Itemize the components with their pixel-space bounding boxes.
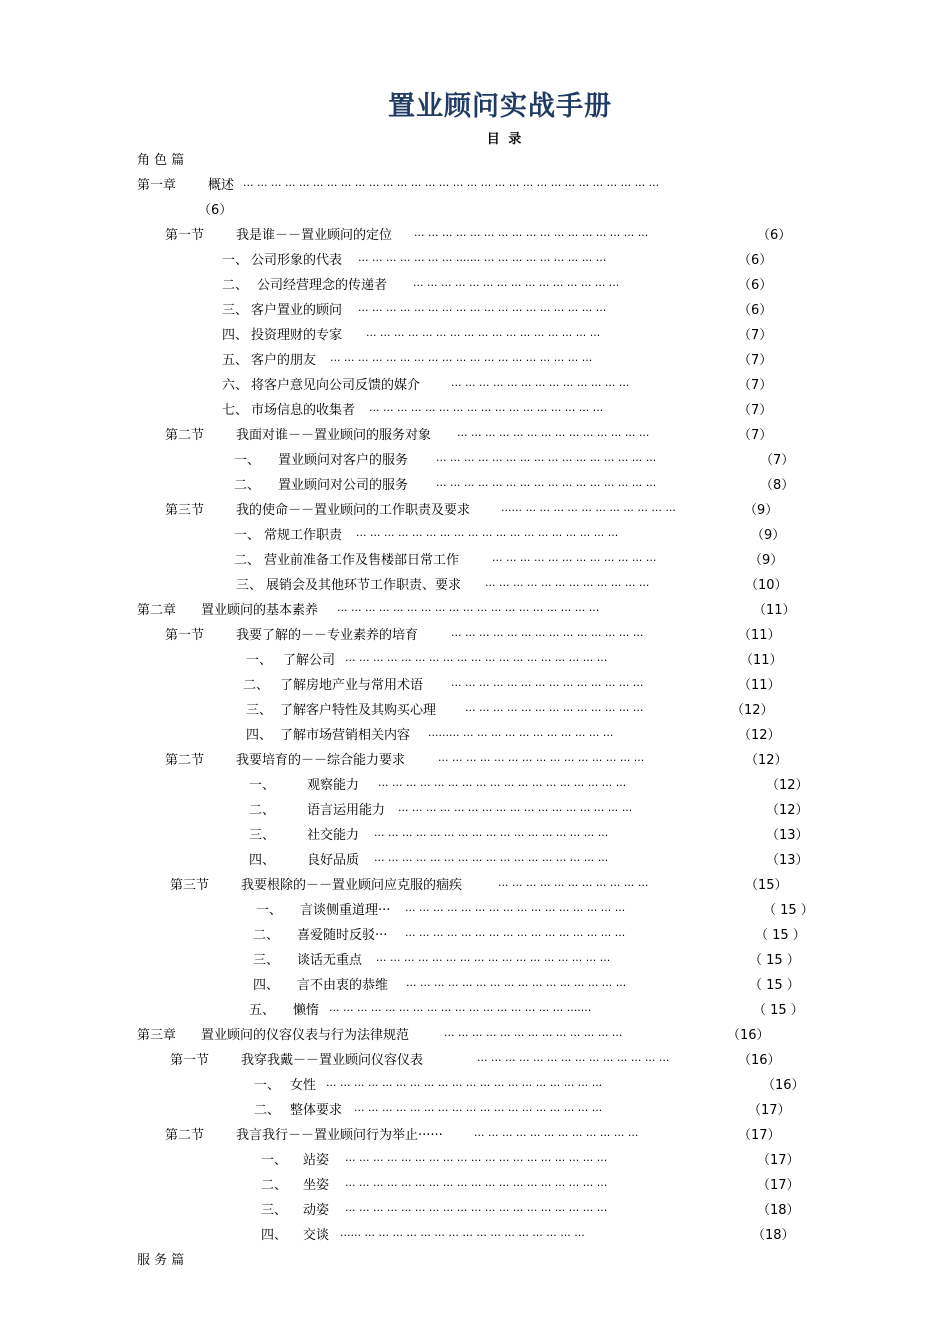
toc-entry xyxy=(0,150,950,172)
toc-dot-leader: ··· ··· ··· ··· ··· ··· ··· ··· ··· ··· ··· ··· ··· ··· ··· ··· ··· ··· xyxy=(358,304,607,317)
toc-dot-leader: ··· ··· ··· ··· ··· ··· ··· ··· ··· ··· ··· ··· ··· ··· ··· ··· xyxy=(436,479,657,492)
toc-entry-number: 一、 xyxy=(261,1153,288,1168)
toc-entry-number: 二、 xyxy=(253,928,280,943)
toc-page-number: （ 15 ） xyxy=(749,978,800,993)
toc-entry xyxy=(0,750,950,772)
toc-entry xyxy=(0,900,950,922)
toc-entry xyxy=(0,625,950,647)
toc-page-number: （11） xyxy=(738,678,781,693)
toc-dot-leader: ··· ··· ··· ··· ··· ··· ··· ··· ··· ··· ··· ··· ··· ··· ··· ··· ··· xyxy=(398,804,633,817)
toc-page-number: （6） xyxy=(738,253,773,268)
toc-entry-title: 客户的朋友 xyxy=(251,353,317,368)
toc-dot-leader: ··· ··· ··· ··· ··· ··· ··· ··· ··· ··· ··· ··· ··· ··· ··· ··· ··· ··· xyxy=(354,1104,603,1117)
toc-entry-title: 营业前准备工作及售楼部日常工作 xyxy=(264,553,460,568)
toc-entry-number: 二、 xyxy=(234,478,261,493)
toc-entry-number: 第一章 xyxy=(137,178,177,193)
toc-entry xyxy=(0,825,950,847)
toc-entry xyxy=(0,225,950,247)
toc-dot-leader: ··· ··· ··· ··· ··· ··· ··· ··· ··· ··· ··· ··· ··· ··· ··· ··· xyxy=(405,904,626,917)
toc-entry-number: 第一节 xyxy=(165,628,205,643)
toc-entry-title: 我穿我戴－－置业顾问仪容仪表 xyxy=(241,1053,424,1068)
toc-entry xyxy=(0,550,950,572)
toc-entry xyxy=(0,300,950,322)
toc-entry xyxy=(0,950,950,972)
toc-entry xyxy=(0,1100,950,1122)
toc-entry-title: 我的使命－－置业顾问的工作职责及要求 xyxy=(236,503,471,518)
toc-page-number: （10） xyxy=(745,578,788,593)
toc-entry xyxy=(0,675,950,697)
toc-page-number: （16） xyxy=(738,1053,781,1068)
toc-dot-leader: ··· ··· ··· ··· ··· ··· ··· ··· ··· ··· ··· ··· ··· ··· ··· ··· ··· ··· ··· ··· xyxy=(326,1079,603,1092)
toc-entry-title: 置业顾问的基本素养 xyxy=(201,603,319,618)
toc-entry-number: 六、 xyxy=(222,378,249,393)
toc-page-number: （17） xyxy=(757,1153,800,1168)
toc-page-number: （6） xyxy=(198,203,233,218)
toc-page-number: （7） xyxy=(738,378,773,393)
toc-dot-leader: ··· ··· ··· ··· ··· ··· ··· ··· ··· ··· ··· ··· ··· ··· ··· ··· ··· xyxy=(369,404,604,417)
toc-entry xyxy=(0,200,950,222)
toc-page-number: （6） xyxy=(738,278,773,293)
toc-entry-title: 站姿 xyxy=(303,1153,330,1168)
toc-page-number: （13） xyxy=(766,828,809,843)
toc-entry-title: 市场信息的收集者 xyxy=(251,403,356,418)
toc-dot-leader: ······ ··· ··· ··· ··· ··· ··· ··· ··· ··· ··· ··· ··· ··· ··· ··· ··· xyxy=(340,1229,585,1242)
toc-entry-number: 第二章 xyxy=(137,603,177,618)
toc-entry-number: 三、 xyxy=(253,953,280,968)
toc-entry-number: 三、 xyxy=(249,828,276,843)
toc-dot-leader: ··· ··· ··· ··· ··· ··· ··· ··· ··· ··· ··· ··· ··· xyxy=(451,379,630,392)
toc-entry-title: 置业顾问对客户的服务 xyxy=(278,453,409,468)
toc-page-number: （12） xyxy=(766,803,809,818)
toc-dot-leader: ··· ··· ··· ··· ··· ··· ··· ··· ··· ··· ··· ··· ··· ··· xyxy=(451,679,644,692)
toc-entry-number: 三、 xyxy=(236,578,263,593)
toc-entry-title: 了解房地产业与常用术语 xyxy=(280,678,424,693)
toc-entry xyxy=(0,875,950,897)
toc-entry xyxy=(0,375,950,397)
toc-entry xyxy=(0,700,950,722)
toc-entry-number: 第二节 xyxy=(165,1128,205,1143)
toc-entry-number: 一、 xyxy=(234,528,261,543)
toc-entry-number: 二、 xyxy=(249,803,276,818)
toc-entry xyxy=(0,925,950,947)
toc-entry xyxy=(0,500,950,522)
toc-entry-number: 服 务 篇 xyxy=(137,1253,185,1268)
toc-dot-leader: ··· ··· ··· ··· ··· ··· ··· ··· ··· ··· ··· ··· ··· ··· ··· ··· ··· ··· ··· xyxy=(356,529,619,542)
toc-page-number: （ 15 ） xyxy=(763,903,814,918)
toc-page-number: （18） xyxy=(752,1228,795,1243)
toc-entry-title: 概述 xyxy=(208,178,235,193)
toc-page-number: （9） xyxy=(749,553,784,568)
toc-entry-number: 一、 xyxy=(246,653,273,668)
toc-entry-title: 我要了解的－－专业素养的培育 xyxy=(236,628,419,643)
toc-page-number: （7） xyxy=(738,403,773,418)
toc-dot-leader: ··· ··· ··· ··· ··· ··· ··· ··· ··· ··· ··· ··· ··· ··· ··· ··· ··· ··· ··· xyxy=(345,1179,608,1192)
toc-entry-number: 一、 xyxy=(254,1078,281,1093)
toc-page-number: （15） xyxy=(745,878,788,893)
toc-dot-leader: ··· ··· ··· ··· ··· ··· ··· ··· ··· ··· ··· ··· ··· xyxy=(444,1029,623,1042)
toc-entry-title: 置业顾问的仪容仪表与行为法律规范 xyxy=(201,1028,410,1043)
toc-dot-leader: ··· ··· ··· ··· ··· ··· ··· ··· ··· ··· ··· xyxy=(498,879,649,892)
toc-page-number: （12） xyxy=(731,703,774,718)
toc-entry xyxy=(0,1250,950,1272)
toc-page-number: （7） xyxy=(738,428,773,443)
toc-dot-leader: ··· ··· ··· ··· ··· ··· ··· ··· ··· ··· ··· ··· ··· ··· ··· ··· ··· ··· ··· xyxy=(345,1154,608,1167)
toc-entry xyxy=(0,850,950,872)
toc-entry-title: 社交能力 xyxy=(307,828,360,843)
toc-entry-number: 一、 xyxy=(222,253,249,268)
toc-dot-leader: ··· ··· ··· ··· ··· ··· ··· ··· ··· ··· ··· ··· ··· ··· ··· xyxy=(438,754,645,767)
toc-page-number: （17） xyxy=(757,1178,800,1193)
toc-dot-leader: ··· ··· ··· ··· ··· ··· ··· ··· ··· ··· ··· ··· ··· ··· ··· ··· ··· ··· xyxy=(378,779,627,792)
toc-entry xyxy=(0,575,950,597)
toc-page-number: （6） xyxy=(738,303,773,318)
toc-entry-number: 第一节 xyxy=(165,228,205,243)
toc-heading: 目 录 xyxy=(486,132,524,147)
toc-dot-leader: ··· ··· ··· ··· ··· ··· ··· ··· ··· ··· ··· ··· ··· ··· ··· ··· ··· xyxy=(374,829,609,842)
toc-entry-title: 我是谁－－置业顾问的定位 xyxy=(236,228,393,243)
toc-entry-title: 投资理财的专家 xyxy=(251,328,343,343)
toc-page-number: （12） xyxy=(738,728,781,743)
toc-dot-leader: ··· ··· ··· ··· ··· ··· ··· ··· ··· ··· ··· ··· ··· ··· ··· ··· xyxy=(406,979,627,992)
toc-page-number: （16） xyxy=(727,1028,770,1043)
toc-entry xyxy=(0,450,950,472)
toc-entry-title: 了解客户特性及其购买心理 xyxy=(280,703,437,718)
toc-entry-title: 我要培育的－－综合能力要求 xyxy=(236,753,406,768)
toc-page-number: （ 15 ） xyxy=(755,928,806,943)
toc-entry xyxy=(0,1225,950,1247)
toc-entry-title: 谈话无重点 xyxy=(297,953,363,968)
toc-entry-title: 良好品质 xyxy=(307,853,360,868)
toc-dot-leader: ··· ··· ··· ··· ··· ··· ··· ··· ··· ··· ··· ··· ··· xyxy=(465,704,644,717)
toc-dot-leader: ··· ··· ··· ··· ··· ··· ··· ··· ··· ··· ··· ··· ··· ··· ··· ··· ··· ··· ··· ··· ··· ··· ··· ··· ··· ··· ··· ··· ··· ··· xyxy=(243,179,660,192)
toc-entry-number: 七、 xyxy=(222,403,249,418)
toc-page-number: （18） xyxy=(757,1203,800,1218)
toc-dot-leader: ··· ··· ··· ··· ··· ··· ··· ··· ··· ··· ··· ··· ··· ··· ··· ··· ··· xyxy=(366,329,601,342)
toc-dot-leader: ········· ··· ··· ··· ··· ··· ··· ··· ··· ··· ··· ··· xyxy=(428,729,614,742)
toc-dot-leader: ··· ··· ··· ··· ··· ··· ··· ··· ··· ··· ··· ··· ··· ··· ··· ··· ··· xyxy=(376,954,611,967)
toc-entry-title: 交谈 xyxy=(303,1228,330,1243)
toc-dot-leader: ··· ··· ··· ··· ··· ··· ··· ··· ··· ··· ··· ··· ··· ··· ··· ··· ··· ··· ··· xyxy=(337,604,600,617)
toc-entry-title: 常规工作职责 xyxy=(264,528,343,543)
toc-entry-number: 一、 xyxy=(249,778,276,793)
toc-entry-title: 坐姿 xyxy=(303,1178,330,1193)
toc-page-number: （16） xyxy=(762,1078,805,1093)
toc-page-number: （6） xyxy=(757,228,792,243)
toc-entry-number: 第三节 xyxy=(165,503,205,518)
toc-page-number: （8） xyxy=(760,478,795,493)
toc-entry-number: 五、 xyxy=(222,353,249,368)
toc-dot-leader: ··· ··· ··· ··· ··· ··· ··· ··· ··· ··· ··· ··· ··· ··· ··· ··· ··· ······· xyxy=(329,1004,592,1017)
toc-entry-title: 女性 xyxy=(290,1078,317,1093)
toc-page-number: （11） xyxy=(740,653,783,668)
toc-entry-title: 言谈侧重道理··· xyxy=(300,903,391,918)
toc-page-number: （7） xyxy=(738,353,773,368)
toc-entry xyxy=(0,725,950,747)
toc-entry-number: 一、 xyxy=(256,903,283,918)
toc-entry-title: 公司形象的代表 xyxy=(251,253,343,268)
toc-entry xyxy=(0,250,950,272)
toc-entry xyxy=(0,425,950,447)
toc-entry-title: 动姿 xyxy=(303,1203,330,1218)
toc-entry-number: 一、 xyxy=(234,453,261,468)
toc-entry xyxy=(0,1150,950,1172)
toc-entry xyxy=(0,775,950,797)
toc-dot-leader: ··· ··· ··· ··· ··· ··· ··· ··· ··· ··· ··· ··· ··· ··· xyxy=(477,1054,670,1067)
toc-entry xyxy=(0,1200,950,1222)
toc-entry-title: 我言我行－－置业顾问行为举止······ xyxy=(236,1128,443,1143)
toc-page-number: （13） xyxy=(766,853,809,868)
toc-entry xyxy=(0,1025,950,1047)
toc-entry-number: 三、 xyxy=(222,303,249,318)
toc-entry-title: 将客户意见向公司反馈的媒介 xyxy=(251,378,421,393)
toc-dot-leader: ··· ··· ··· ··· ··· ··· ··· ··· ··· ··· ··· ··· ··· ··· xyxy=(451,629,644,642)
toc-dot-leader: ··· ··· ··· ··· ··· ··· ··· ··· ··· ··· ··· ··· xyxy=(474,1129,639,1142)
toc-entry xyxy=(0,1075,950,1097)
toc-entry-number: 二、 xyxy=(234,553,261,568)
toc-entry-title: 置业顾问对公司的服务 xyxy=(278,478,409,493)
toc-entry xyxy=(0,1175,950,1197)
toc-entry-number: 四、 xyxy=(222,328,249,343)
toc-entry-number: 四、 xyxy=(253,978,280,993)
toc-entry-title: 观察能力 xyxy=(307,778,360,793)
toc-entry xyxy=(0,175,950,197)
document-title: 置业顾问实战手册 xyxy=(388,91,612,122)
toc-dot-leader: ··· ··· ··· ··· ··· ··· ··· ··· ··· ··· ··· ··· ··· ··· ··· ··· ··· xyxy=(414,229,649,242)
toc-entry-title: 言不由衷的恭维 xyxy=(297,978,389,993)
toc-page-number: （9） xyxy=(744,503,779,518)
toc-entry xyxy=(0,325,950,347)
toc-page-number: （ 15 ） xyxy=(753,1003,804,1018)
toc-entry-title: 公司经营理念的传递者 xyxy=(257,278,388,293)
toc-page-number: （17） xyxy=(748,1103,791,1118)
toc-page-number: （12） xyxy=(745,753,788,768)
toc-entry-number: 四、 xyxy=(246,728,273,743)
toc-entry xyxy=(0,1050,950,1072)
toc-entry xyxy=(0,1125,950,1147)
toc-entry-number: 二、 xyxy=(222,278,249,293)
toc-page-number: （12） xyxy=(766,778,809,793)
toc-entry-title: 语言运用能力 xyxy=(307,803,386,818)
toc-page-number: （11） xyxy=(738,628,781,643)
toc-entry-number: 第二节 xyxy=(165,753,205,768)
toc-dot-leader: ··· ··· ··· ··· ··· ··· ··· ··· ··· ··· ··· ··· ··· ··· ··· ··· ··· xyxy=(374,854,609,867)
toc-dot-leader: ··· ··· ··· ··· ··· ··· ··· ··· ··· ··· ··· ··· xyxy=(492,554,657,567)
toc-entry-title: 喜爱随时反驳··· xyxy=(297,928,388,943)
toc-dot-leader: ··· ··· ··· ··· ··· ··· ··· ··· ··· ··· ··· ··· ··· ··· ··· ··· xyxy=(405,929,626,942)
toc-page-number: （9） xyxy=(751,528,786,543)
toc-entry-number: 四、 xyxy=(261,1228,288,1243)
toc-entry xyxy=(0,1000,950,1022)
toc-entry xyxy=(0,600,950,622)
toc-entry-number: 五、 xyxy=(249,1003,276,1018)
toc-entry xyxy=(0,975,950,997)
toc-entry xyxy=(0,525,950,547)
toc-entry-title: 我要根除的－－置业顾问应克服的痼疾 xyxy=(241,878,463,893)
toc-page-number: （7） xyxy=(760,453,795,468)
toc-page-number: （7） xyxy=(738,328,773,343)
toc-entry xyxy=(0,350,950,372)
toc-entry-number: 第二节 xyxy=(165,428,205,443)
toc-entry-number: 二、 xyxy=(243,678,270,693)
toc-entry-number: 第一节 xyxy=(170,1053,210,1068)
toc-dot-leader: ··· ··· ··· ··· ··· ··· ··· ··· ··· ··· ··· ··· xyxy=(485,579,650,592)
toc-entry-number: 三、 xyxy=(246,703,273,718)
toc-page-number: （17） xyxy=(738,1128,781,1143)
toc-dot-leader: ··· ··· ··· ··· ··· ··· ··· ··· ··· ··· ··· ··· ··· ··· ··· ··· ··· ··· ··· xyxy=(345,654,608,667)
toc-entry-title: 整体要求 xyxy=(290,1103,343,1118)
toc-entry-title: 我面对谁－－置业顾问的服务对象 xyxy=(236,428,432,443)
toc-dot-leader: ··· ··· ··· ··· ··· ··· ··· ··· ··· ··· ··· ··· ··· ··· ··· ··· xyxy=(436,454,657,467)
toc-entry-number: 角 色 篇 xyxy=(137,153,185,168)
toc-entry-title: 展销会及其他环节工作职责、要求 xyxy=(266,578,462,593)
toc-dot-leader: ··· ··· ··· ··· ··· ··· ··· ··· ··· ··· ··· ··· ··· ··· ··· xyxy=(413,279,620,292)
toc-dot-leader: ······ ··· ··· ··· ··· ··· ··· ··· ··· ··· ··· ··· xyxy=(501,504,676,517)
toc-entry xyxy=(0,275,950,297)
toc-entry-title: 客户置业的顾问 xyxy=(251,303,343,318)
toc-entry-title: 懒惰 xyxy=(293,1003,320,1018)
toc-entry-title: 了解市场营销相关内容 xyxy=(280,728,411,743)
toc-entry xyxy=(0,400,950,422)
toc-entry-number: 第三节 xyxy=(170,878,210,893)
toc-entry xyxy=(0,650,950,672)
toc-dot-leader: ··· ··· ··· ··· ··· ··· ··· ··· ··· ··· ··· ··· ··· ··· xyxy=(457,429,650,442)
toc-entry-number: 二、 xyxy=(254,1103,281,1118)
toc-entry-number: 四、 xyxy=(249,853,276,868)
toc-entry-number: 第三章 xyxy=(137,1028,177,1043)
toc-entry-number: 三、 xyxy=(261,1203,288,1218)
toc-entry xyxy=(0,800,950,822)
toc-dot-leader: ··· ··· ··· ··· ··· ··· ··· ··· ··· ··· ··· ··· ··· ··· ··· ··· ··· ··· ··· xyxy=(345,1204,608,1217)
toc-entry xyxy=(0,475,950,497)
toc-dot-leader: ··· ··· ··· ··· ··· ··· ··· ··· ··· ··· ··· ··· ··· ··· ··· ··· ··· ··· ··· xyxy=(330,354,593,367)
toc-page-number: （11） xyxy=(753,603,796,618)
toc-entry-title: 了解公司 xyxy=(283,653,336,668)
toc-dot-leader: ··· ··· ··· ··· ··· ··· ··· ······· ··· ··· ··· ··· ··· ··· ··· ··· ··· xyxy=(358,254,607,267)
toc-page-number: （ 15 ） xyxy=(749,953,800,968)
toc-entry-number: 二、 xyxy=(261,1178,288,1193)
